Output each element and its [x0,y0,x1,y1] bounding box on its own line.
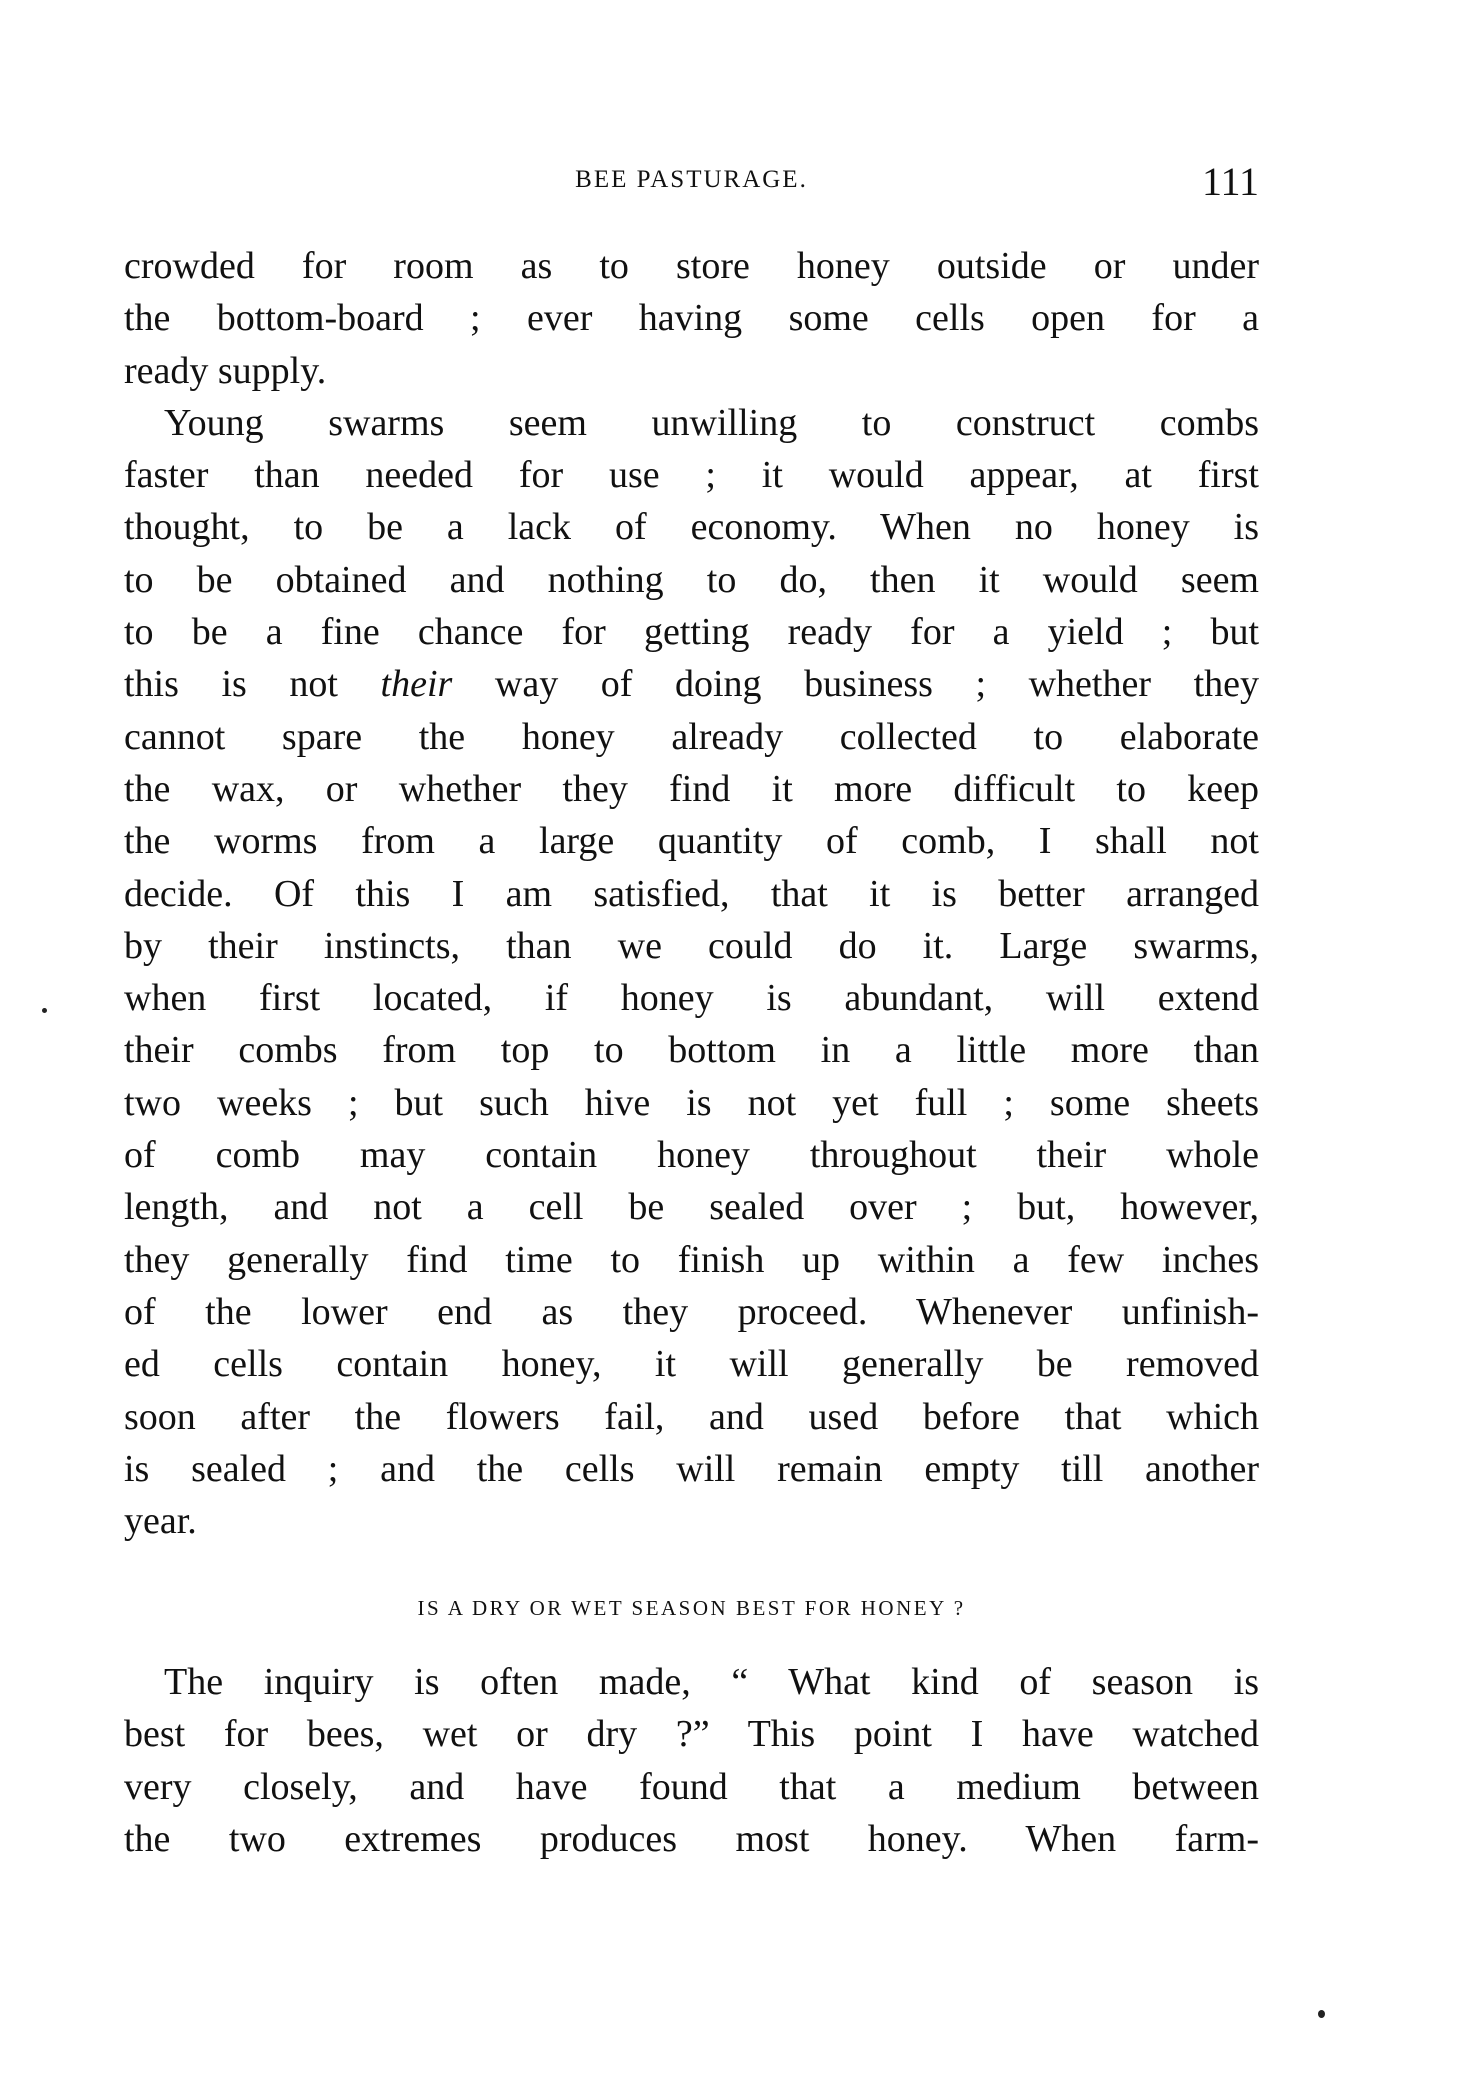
text-line: ed cells contain honey, it will generally be removed [124,1343,1259,1386]
text-line: the worms from a large quantity of comb, I shall not [124,820,1259,863]
text-line: very closely, and have found that a medium between [124,1765,1259,1808]
text-line: to be obtained and nothing to do, then it would seem [124,558,1259,601]
text-line: soon after the flowers fail, and used before that which [124,1395,1259,1438]
text-segment: this is not [124,663,381,706]
text-line: length, and not a cell be sealed over ; but, however, [124,1186,1259,1229]
running-title: BEE PASTURAGE. [575,166,808,193]
text-line: crowded for room as to store honey outside or under [124,245,1259,287]
paragraph-season [124,1656,1259,1865]
text-line: when first located, if honey is abundant, will extend [124,977,1259,1020]
print-speck [1318,2010,1325,2018]
text-line: cannot spare the honey already collected to elaborate [124,715,1259,758]
print-speck [42,1008,47,1013]
text-line: ready supply. [124,349,327,392]
text-line: is sealed ; and the cells will remain empty till another [124,1447,1259,1490]
text-line: the bottom-board ; ever having some cells open for a [124,297,1259,340]
paragraph-body [124,240,1259,1547]
text-line: thought, to be a lack of economy. When no honey is [124,506,1259,549]
text-line: of the lower end as they proceed. Whenever unfinish- [124,1290,1259,1333]
text-line: to be a fine chance for getting ready for a yield ; but [124,611,1259,654]
text-line [124,658,1259,710]
text-line: the two extremes produces most honey. When farm- [124,1817,1259,1860]
page-number: 111 [1201,159,1259,204]
text-line: two weeks ; but such hive is not yet full ; some sheets [124,1081,1259,1124]
text-line: they generally find time to finish up within a few inches [124,1238,1259,1281]
text-segment: way of doing business ; whether they [452,663,1259,706]
text-line: the wax, or whether they find it more difficult to keep [124,767,1259,810]
text-line: by their instincts, than we could do it. Large swarms, [124,924,1259,967]
text-line: The inquiry is often made, “ What kind of season is [164,1661,1259,1703]
text-line: faster than needed for use ; it would appear, at first [124,454,1259,497]
section-heading: IS A DRY OR WET SEASON BEST FOR HONEY ? [417,1596,966,1620]
text-line: Young swarms seem unwilling to construct combs [164,401,1259,444]
text-line: of comb may contain honey throughout their whole [124,1134,1259,1177]
text-line: best for bees, wet or dry ?” This point I have watched [124,1713,1259,1756]
running-head [124,158,1259,202]
italic-text: their [380,663,453,706]
text-line: year. [124,1500,197,1543]
text-line: their combs from top to bottom in a little more than [124,1029,1259,1072]
text-line: decide. Of this I am satisfied, that it is better arranged [124,872,1259,915]
